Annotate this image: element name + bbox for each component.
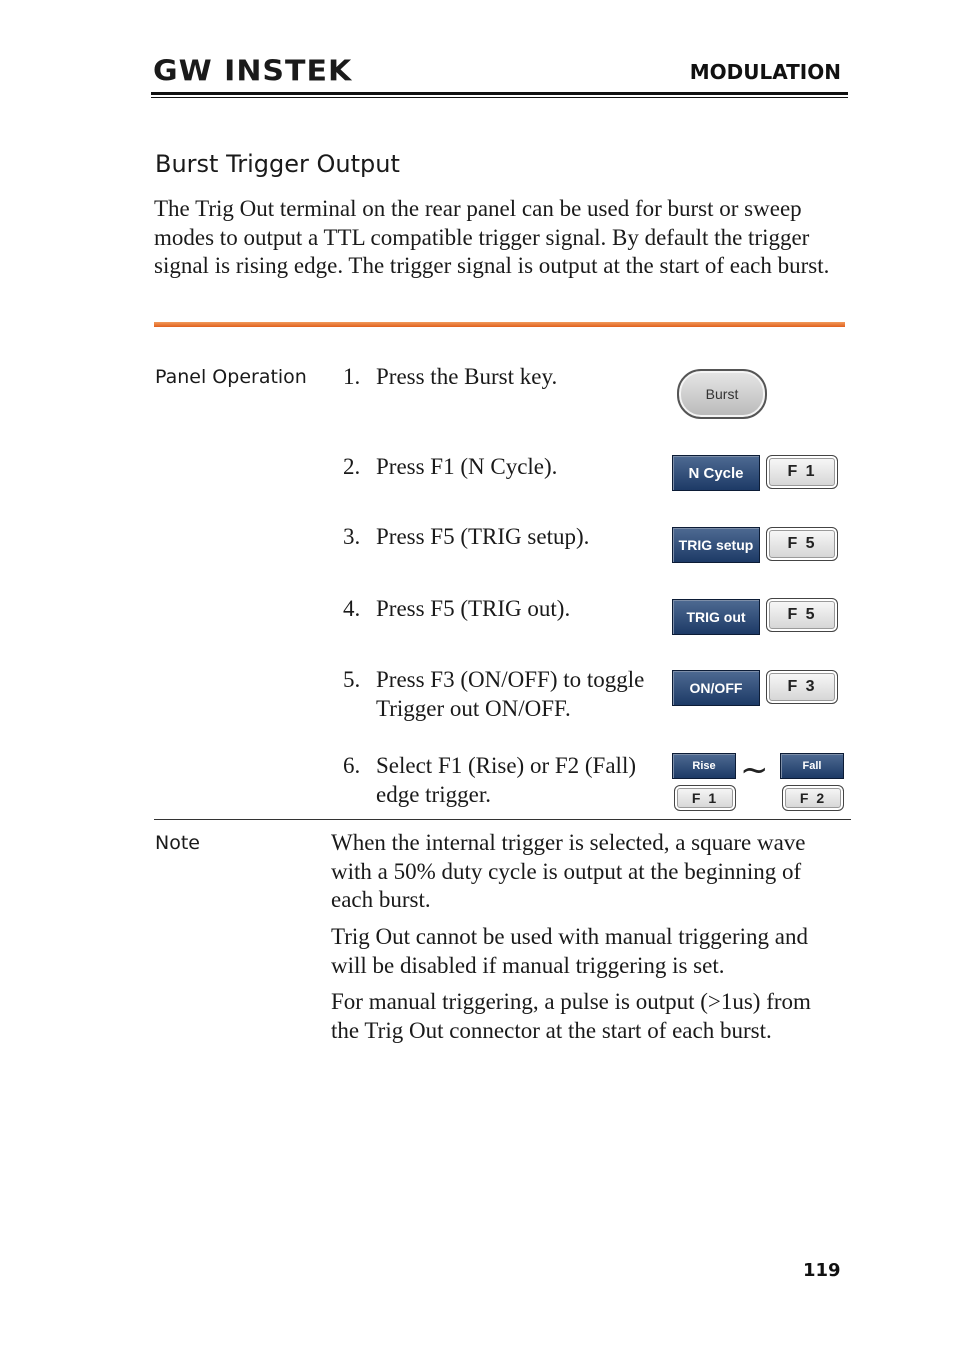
header-rule: [151, 92, 848, 95]
step-text: Press F5 (TRIG out).: [376, 596, 571, 621]
step-text: Select F1 (Rise) or F2 (Fall) edge trigger.: [376, 753, 636, 807]
on-off-softkey[interactable]: ON/OFF: [672, 670, 760, 706]
f1-key[interactable]: F 1: [674, 785, 736, 811]
f5-key[interactable]: F 5: [766, 598, 838, 632]
note-paragraph: Trig Out cannot be used with manual triggering and will be disabled if manual triggering is set.: [331, 924, 808, 978]
step-text: Press F3 (ON/OFF) to toggle Trigger out ON/OFF.: [376, 667, 645, 721]
header-rule-thin: [151, 97, 848, 98]
f2-key[interactable]: F 2: [782, 785, 844, 811]
step-text: Press F1 (N Cycle).: [376, 454, 558, 479]
n-cycle-softkey[interactable]: N Cycle: [672, 455, 760, 491]
step-5: [343, 666, 669, 726]
f1-key[interactable]: F 1: [766, 455, 838, 489]
page-number: 119: [803, 1260, 841, 1281]
f3-key[interactable]: F 3: [766, 670, 838, 704]
step-number: 2.: [343, 454, 361, 479]
step-text: Press F5 (TRIG setup).: [376, 524, 590, 549]
trig-setup-softkey[interactable]: TRIG setup: [672, 527, 760, 563]
panel-operation-label: Panel Operation: [155, 366, 307, 388]
step-3: [343, 523, 663, 553]
step-6: [343, 752, 663, 812]
step-number: 3.: [343, 524, 361, 549]
gw-instek-logo: GW INSTEK: [153, 54, 353, 89]
step-number: 5.: [343, 667, 361, 692]
f5-key[interactable]: F 5: [766, 527, 838, 561]
burst-key[interactable]: Burst: [677, 369, 767, 419]
fall-softkey[interactable]: Fall: [780, 753, 844, 779]
section-title: Burst Trigger Output: [155, 150, 400, 178]
note-paragraph: For manual triggering, a pulse is output (>1us) from the Trig Out connector at the start of each burst.: [331, 989, 811, 1043]
step-1: [343, 363, 663, 393]
step-4: [343, 595, 663, 625]
step-number: 4.: [343, 596, 361, 621]
rise-softkey[interactable]: Rise: [672, 753, 736, 779]
note-paragraph: When the internal trigger is selected, a square wave with a 50% duty cycle is output at the beginning of each burst.: [331, 830, 806, 912]
step-text: Press the Burst key.: [376, 364, 558, 389]
step-number: 1.: [343, 364, 361, 389]
trig-out-softkey[interactable]: TRIG out: [672, 599, 760, 635]
note-label: Note: [155, 832, 200, 854]
section-divider: [154, 819, 851, 820]
or-tilde: ~: [740, 750, 769, 790]
intro-paragraph: The Trig Out terminal on the rear panel can be used for burst or sweep modes to output a TTL compatible trigger signal. By default the trigger signal is rising edge. The trigger signal is output at the start of each burst.: [154, 196, 830, 278]
orange-divider: [154, 322, 845, 327]
step-number: 6.: [343, 753, 361, 778]
step-2: [343, 453, 663, 483]
section-tag: MODULATION: [689, 60, 841, 84]
